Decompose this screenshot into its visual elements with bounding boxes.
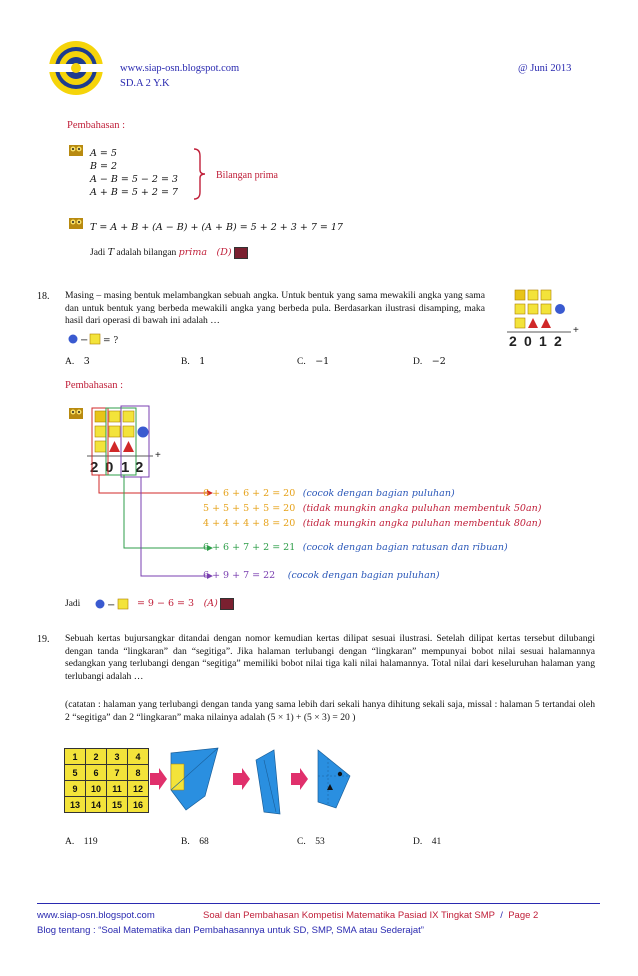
brace-label: Bilangan prima bbox=[216, 170, 278, 181]
q18-number: 18. bbox=[37, 291, 50, 302]
header-author: SD.A 2 Y.K bbox=[120, 78, 170, 89]
smiley-icon bbox=[220, 598, 234, 610]
q18-formula bbox=[68, 333, 128, 348]
owl-icon bbox=[68, 143, 84, 160]
svg-text:2: 2 bbox=[135, 459, 144, 476]
svg-text:+: + bbox=[155, 450, 161, 461]
answer-label: (D) bbox=[216, 247, 232, 259]
eq-a: A = 5 bbox=[90, 148, 117, 159]
header-date: @ Juni 2013 bbox=[518, 63, 572, 74]
header-url: www.siap-osn.blogspot.com bbox=[120, 63, 240, 74]
footer-blog: Blog tentang : “Soal Matematika dan Pembahasannya untuk SD, SMP, SMA atau Sederajat” bbox=[37, 925, 424, 936]
q19-fold-sequence bbox=[150, 744, 370, 822]
svg-text:0: 0 bbox=[105, 459, 114, 476]
q18-line-5: 6 + 9 + 7 = 22 (cocok dengan bagian puluhan) bbox=[203, 570, 440, 581]
q18-digit-0: 0 bbox=[524, 333, 532, 349]
q18-text: Masing – masing bentuk melambangkan sebuah angka. Untuk bentuk yang sama mewakili angka yang sama dan untuk bentuk yang berbeda mewakili angka yang berbeda pula. Berdasarkan ilustrasi disamping, maka hasil dari operasi di bawah ini adalah … bbox=[65, 290, 485, 326]
q19-number: 19. bbox=[37, 634, 50, 645]
eq-b: B = 2 bbox=[90, 161, 118, 172]
q18-option-b[interactable]: B. 1 bbox=[181, 356, 206, 367]
pembahasan-heading: Pembahasan : bbox=[67, 120, 126, 131]
conclusion: Jadi T adalah bilangan prima (D) bbox=[90, 247, 248, 259]
right-brace bbox=[192, 148, 208, 203]
footer-url[interactable]: www.siap-osn.blogspot.com bbox=[37, 910, 155, 921]
q18-illustration bbox=[505, 288, 585, 361]
svg-text:+: + bbox=[573, 325, 579, 336]
svg-text:1: 1 bbox=[121, 459, 130, 476]
q19-note: (catatan : halaman yang terlubangi dengan tanda yang sama lebih dari sekali hanya dihitung sekali saja, missal : halaman 5 tertandai oleh 2 “segitiga” dan 2 “lingkaran” maka nilainya adalah (5 × 1) + (5 × 3) = 20 ) bbox=[65, 699, 595, 723]
svg-text:−: − bbox=[106, 600, 115, 610]
formula-shapes-icon bbox=[95, 598, 135, 610]
q18-solution-diagram bbox=[85, 405, 215, 588]
owl-icon bbox=[68, 406, 84, 423]
q18-pembahasan-heading: Pembahasan : bbox=[65, 380, 124, 391]
q19-option-c[interactable]: C. 53 bbox=[297, 837, 325, 847]
q18-answer: (A) bbox=[203, 598, 218, 610]
eq-a-minus-b: A − B = 5 − 2 = 3 bbox=[90, 174, 178, 185]
smiley-icon bbox=[234, 247, 248, 259]
q18-digit-2a: 2 bbox=[509, 333, 517, 349]
svg-text:−: − bbox=[80, 335, 89, 345]
header-logo bbox=[48, 40, 104, 96]
q18-option-a[interactable]: A. 3 bbox=[65, 356, 90, 367]
q18-line-3: 4 + 4 + 4 + 8 = 20 (tidak mungkin angka puluhan membentuk 80an) bbox=[203, 518, 542, 529]
q18-option-d[interactable]: D. −2 bbox=[413, 356, 446, 367]
footer-title: Soal dan Pembahasan Kompetisi Matematika Pasiad IX Tingkat SMP / Page 2 bbox=[203, 910, 539, 921]
q18-option-c[interactable]: C. −1 bbox=[297, 356, 330, 367]
svg-text:= ?: = ? bbox=[103, 336, 119, 345]
q18-digit-2b: 2 bbox=[554, 333, 562, 349]
footer-divider bbox=[37, 903, 600, 904]
q19-option-b[interactable]: B. 68 bbox=[181, 837, 209, 847]
q18-line-4: 6 + 6 + 7 + 2 = 21 (cocok dengan bagian ratusan dan ribuan) bbox=[203, 542, 508, 553]
q18-digit-1: 1 bbox=[539, 333, 547, 349]
q19-text: Sebuah kertas bujursangkar ditandai dengan nomor kemudian kertas dilipat sesuai ilustrasi. Setelah dilipat kertas tersebut dilubangi dengan tanda “lingkaran” dan “segitiga”. Jika halaman terlubangi dengan “lingkaran” mempunyai bobot nilai sesuai halamannya sedangkan yang terlubangi dengan “segitiga” memiliki bobot nilai tiga kali nilai halamannya. Total nilai dari keseluruhan halaman yang terlubangi adalah … bbox=[65, 633, 595, 682]
svg-text:2: 2 bbox=[90, 459, 99, 476]
eq-a-plus-b: A + B = 5 + 2 = 7 bbox=[90, 187, 178, 198]
q18-conclusion: Jadi − = 9 − 6 = 3 (A) bbox=[65, 598, 234, 610]
q19-option-a[interactable]: A. 119 bbox=[65, 837, 98, 847]
total-equation: T = A + B + (A − B) + (A + B) = 5 + 2 + 3 + 7 = 17 bbox=[90, 222, 343, 233]
owl-icon bbox=[68, 216, 84, 233]
q19-option-d[interactable]: D. 41 bbox=[413, 837, 442, 847]
q18-line-1: 6 + 6 + 6 + 2 = 20 (cocok dengan bagian puluhan) bbox=[203, 488, 455, 499]
footer-line-1 bbox=[37, 910, 600, 921]
q19-number-grid: 1 2 3 4 5 6 7 8 9 10 11 12 13 14 15 16 bbox=[64, 748, 149, 813]
q18-line-2: 5 + 5 + 5 + 5 = 20 (tidak mungkin angka puluhan membentuk 50an) bbox=[203, 503, 542, 514]
